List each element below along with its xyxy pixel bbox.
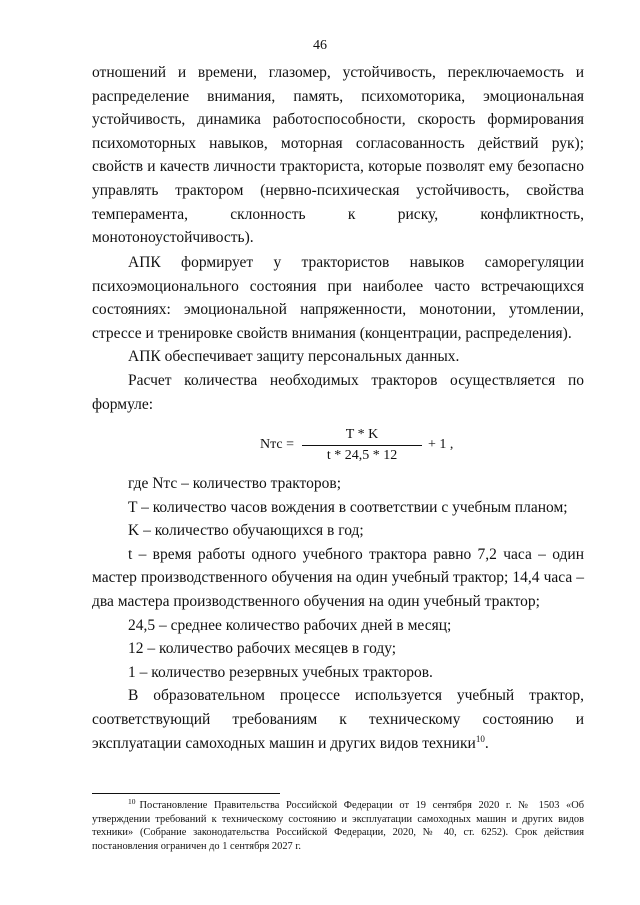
paragraph: отношений и времени, глазомер, устойчивость, переключаемость и распределение внимания, память, психомоторика, эмоциональная устойчивость, динамика работоспособности, скорость формирования психомоторных навыков, моторная согласованность действий рук); свойств и качеств личности тракториста, которые позволят ему безопасно управлять трактором (нервно-психическая устойчивость, свойства темперамента, склонность к риску, конфликтность, монотоноустойчивость). — [92, 64, 584, 247]
paragraph: АПК формирует у трактористов навыков саморегуляции психоэмоционального состояния при наиболее часто встречающихся состояниях: эмоциональной напряженности, монотонии, утомлении, стрессе и тренировке свойств внимания (концентрации, распределения). — [92, 254, 584, 342]
paragraph: Расчет количества необходимых тракторов осуществляется по формуле: — [92, 371, 584, 413]
legend-line: 12 – количество рабочих месяцев в году; — [128, 640, 397, 658]
paragraph-last-text: В образовательном процессе используется учебный трактор, соответствующий требованиям к техническому состоянию и эксплуатации самоходных машин и других видов техники — [92, 687, 584, 752]
formula-rhs: + 1 , — [428, 437, 454, 452]
legend-line: 1 – количество резервных учебных тракторов. — [128, 663, 433, 681]
footnote-separator — [92, 793, 280, 794]
footnote-text: Постановление Правительства Российской Федерации от 19 сентября 2020 г. № 1503 «Об утверждении требований к техническому состоянию и эксплуатации самоходных машин и других видов техники» (Собрание законодательства Российской Федерации, 2020, № 40, ст. 6252). Срок действия постановления ограничен до 1 сентября 2027 г. — [92, 800, 584, 852]
formula-lhs: Nтс = — [260, 437, 295, 452]
text-block-middle — [92, 251, 584, 416]
paragraph: АПК обеспечивает защиту персональных данных. — [128, 348, 460, 366]
formula-numerator: T * K — [302, 427, 422, 446]
paragraph-last-end: . — [484, 734, 489, 752]
formula-fraction — [302, 427, 422, 464]
legend-line: T – количество часов вождения в соответствии с учебным планом; — [128, 498, 568, 516]
legend-line: где Nтс – количество тракторов; — [128, 475, 341, 492]
legend-line: t – время работы одного учебного трактора равно 7,2 часа – один мастер производственного обучения на один учебный трактор; 14,4 часа – два мастера производственного обучения на один учебный трактор; — [92, 545, 584, 610]
text-block-bottom — [92, 472, 584, 755]
legend-line: 24,5 – среднее количество рабочих дней в месяц; — [128, 616, 452, 634]
formula-denominator: t * 24,5 * 12 — [326, 447, 398, 463]
page-number: 46 — [313, 38, 327, 53]
text-block-top — [92, 61, 584, 250]
legend-line: K – количество обучающихся в год; — [128, 522, 364, 540]
footnote-marker: 10 — [128, 796, 136, 806]
paragraph-last — [92, 684, 584, 755]
footnote-reference[interactable]: 10 — [475, 733, 485, 744]
tractor-count-formula — [260, 425, 453, 465]
footnote — [92, 796, 584, 853]
